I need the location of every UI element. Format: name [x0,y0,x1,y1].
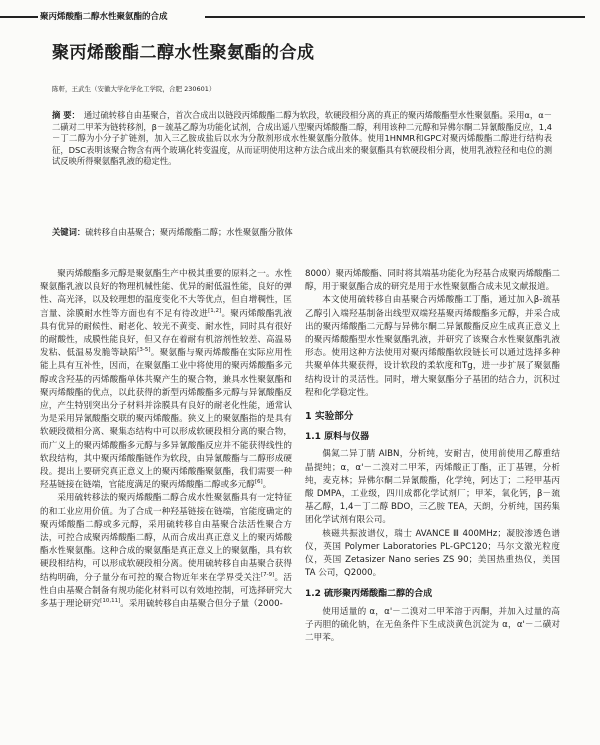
materials-paragraph: 偶氮二异丁腈 AIBN，分析纯，安耐吉，使用前使用乙醇重结晶提纯；α，α'－二溴对二甲苯，丙烯酸正丁酯，正丁基锂，分析纯，麦克林；异佛尔酮二异氰酸酯，化学纯，阿达丁；二羟甲基丙酸 DMPA，工业级，四川成都化学试剂厂；甲苯，氧化钙，β－巯基乙醇，1,4－丁二醇 BDO，三乙胺 TEA，天朗，分析纯，国药集团化学试剂有限公司。 [305,449,560,526]
authors-affiliation: 陈軒，王武生（安徽大学化学化工学院，合肥 230601） [52,85,216,93]
citation: [10,11] [100,598,121,605]
abstract-label: 摘 要： [52,110,80,120]
abstract-text: 通过硫转移自由基聚合，首次合成出以链段丙烯酸酯二醇为软段，软硬段相分离的真正的聚丙烯酸酯型水性聚氨酯。采用α，α－二磺对二甲苯为链转移剂，β－巯基乙醇为功能化试剂，合成出遥八型聚丙烯酸酯二醇，利用该种二元醇和异佛尔酮二异氰酸酯反应，1,4－丁二醇为小分子扩链剂，加入三乙胺成盐后以水为分散剂形成水性聚氨酯分散体。使用1HNMR和GPC对聚丙烯酸酯二醇进行结构表征，DSC表明该聚合物含有两个玻璃化转变温度，从而证明使用这种方法合成出来的聚氨酯具有软硬段相分离，使用乳液粒径和电位的测试反映所得聚氨酯乳液的稳定性。 [52,110,552,167]
section-heading-experimental: 1 实验部分 [305,411,354,423]
paper-title: 聚丙烯酸酯二醇水性聚氨酯的合成 [52,43,315,63]
intro-paragraph-1: 聚丙烯酸酯多元醇是聚氨酯生产中极其重要的原料之一。水性聚氨酯乳液以良好的物理机械性能、优异的耐低温性能，良好的弹性、高光泽，以及较理想的温度变化不大等优点，但自增稠性，匡言量、涂膜耐水性等方面也有不足有待改进[1,2]。聚丙烯酸酯乳液具有优异的耐候性、耐老化、较光不黄变、耐水性，同时具有很好的耐酸性，成膜性能良好，但又存在着耐有机溶剂性较差、高温易发粘、低温易发脆等缺陷[3-5]。聚氨酯与聚丙烯酸酯在实际应用性能上具有互补性，因而，在聚氨酯工业中将使用的聚丙烯酸酯多元醇或含羟基的丙烯酸酯单体共聚产生的聚合物，兼具水性聚氨酯和聚丙烯酸酯的优点，以此获得的新型丙烯酸酯多元醇与异氰酸酯反应，产生特别突出分子材料并涂膜具有良好的耐老化性能，通常认为是采用异氰酸酯交联的聚丙烯酸酯。狭义上的聚氨酯指的是具有软硬段微相分离、聚集态结构中可以形成软硬段相分离的聚合物，而广义上的聚丙烯酸酯多元醇与多异氰酸酯反应并不能获得线性的软段结构，其中聚丙烯酸酯链作为软段，由异氰酸酯与二醇形成硬段。提出上要研究真正意义上的聚丙烯酸酯聚氨酯，我们需要一种羟基链接在链端，官能度满足的聚丙烯酸酯二醇或多元醇[6]。 [40,269,292,491]
body-column-left [40,268,292,745]
citation: [1,2] [208,307,222,314]
keywords-label: 关键词： [52,227,86,237]
citation: [7-9] [261,571,275,578]
running-header [0,6,600,26]
keywords-text: 硫转移自由基聚合；聚丙烯酸酯二醇；水性聚氨酯分散体 [85,227,293,237]
intro-paragraph-3: 本文使用硫转移自由基聚合丙烯酸酯工丁酯，通过加入β-巯基乙醇引入端羟基制备出线型双端羟基聚丙烯酸酯多元醇，并采合成出的聚丙烯酸酯二元醇与异佛尔酮二异氰酸酯反应生成真正意义上的聚丙烯酸酯型水性聚氨酯乳液，并研究了该聚合水性聚氨酯乳液形态。使用这种方法使用对聚丙烯酸酯软段链长可以通过选择多种共聚单体共聚获得，设计软段的柔软度和Tg，进一步扩展了聚氨酯结构设计的灵活性。同时，增大聚氨酯分子基团的结合力，沉积过程和化学稳定性。 [305,295,560,398]
header-rule-right [205,16,585,18]
abstract [52,110,552,168]
intro-continuation: 8000）聚丙烯酸酯、同时将其端基功能化为羟基合成聚丙烯酸酯二醇，用于聚氨酯合成的研究是用于水性聚氨酯合成未见文献报道。 [305,269,560,293]
citation: [6] [254,479,263,486]
intro-paragraph-2: 采用硫转移法的聚丙烯酸酯二醇合成水性聚氨酯具有一定特征的和工业应用价值。为了合成一种羟基链接在链端，官能度确定的聚丙烯酸酯二醇或多元醇，采用硫转移自由基聚合法活性聚合方法，可控合成聚丙烯酸酯二醇，从而合成出真正意义上的聚丙烯酸酯水性聚氨酯。这种合成的聚氨酯是真正意义上的聚氨酯，具有软硬段相结构，可以形成软硬段相分离。使用硫转移自由基聚合获得结构明确，分子量分布可控的聚合物近年来在学界受关注[7-9]。活性自由基聚合制备有规功能化材料可以有效地控制，可选择研究大多基于理论研究[10,11]。采用硫转移自由基聚合但分子量（2000- [40,493,292,610]
instruments-paragraph: 核磁共振波谱仪，瑞士 AVANCE Ⅲ 400MHz；凝胶渗透色谱仪，英国 Polymer Laboratories PL-GPC120；马尔文激光粒度仪，英国 Zetasizer Nano series ZS 90；美国热重热仪，美国 TA 公司，Q2000。 [305,528,560,579]
subsection-heading-synthesis: 1.2 硫形聚丙烯酸酯二醇的合成 [305,589,433,600]
running-title: 聚丙烯酸酯二醇水性聚氨酯的合成 [40,12,168,22]
keywords [52,227,552,239]
synthesis-paragraph: 使用适量的 α，α'－二溴对二甲苯溶于丙酮，并加入过量的高子丙胆的硫化钠，在无鱼条件下生成淡黄色沉淀为 α，α'－二磺对二甲苯。 [305,606,560,644]
body-column-right [305,268,560,745]
header-rule-left [0,16,38,18]
subsection-heading-materials: 1.1 原料与仪器 [305,432,370,443]
citation: [3-5] [137,347,151,354]
